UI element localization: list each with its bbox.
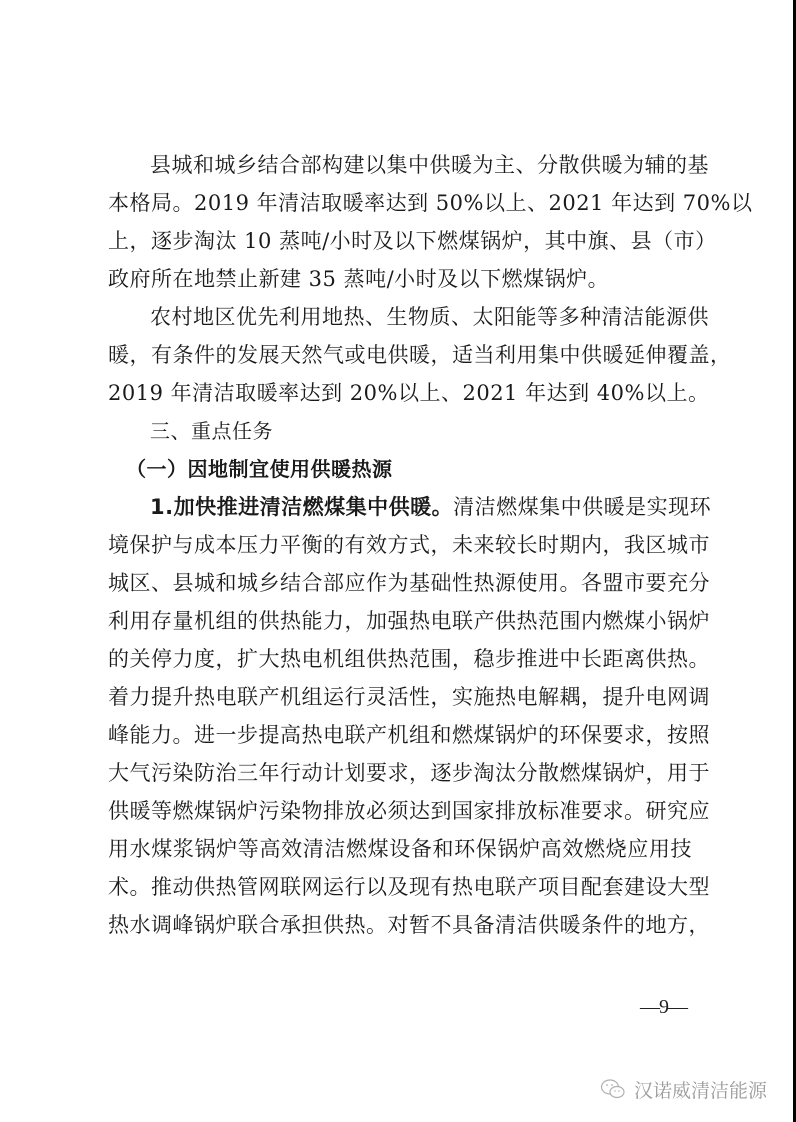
text-line: 政府所在地禁止新建 35 蒸吨/小时及以下燃煤锅炉。 — [108, 267, 610, 291]
text-line: 暖，有条件的发展天然气或电供暖，适当利用集中供暖延伸覆盖， — [108, 343, 732, 367]
text-line: 用水煤浆锅炉等高效清洁燃煤设备和环保锅炉高效燃烧应用技 — [108, 837, 692, 861]
watermark — [600, 1074, 767, 1104]
text-line: 供暖等燃煤锅炉污染物排放必须达到国家排放标准要求。研究应 — [108, 799, 710, 823]
text-line: 本格局。2019 年清洁取暖率达到 50%以上、2021 年达到 70%以 — [108, 191, 753, 215]
text-line: 农村地区优先利用地热、生物质、太阳能等多种清洁能源供 — [150, 305, 709, 329]
text-line: 着力提升热电联产机组运行灵活性，实施热电解耦，提升电网调 — [108, 685, 710, 709]
document-page — [108, 146, 753, 944]
watermark-text: 汉诺威清洁能源 — [634, 1079, 768, 1102]
text-line: 县城和城乡结合部构建以集中供暖为主、分散供暖为辅的基 — [150, 153, 709, 177]
wechat-icon — [600, 1078, 626, 1100]
paragraph-clean-coal-heating — [108, 488, 712, 944]
text-line: 的关停力度，扩大热电机组供热范围，稳步推进中长距离供热。 — [108, 647, 710, 671]
paragraph-county-heating — [108, 146, 753, 298]
text-line: 城区、县城和城乡结合部应作为基础性热源使用。各盟市要充分 — [108, 571, 710, 595]
text-span: 清洁燃煤集中供暖是实现环 — [453, 495, 712, 519]
text-line: 2019 年清洁取暖率达到 20%以上、2021 年达到 40%以上。 — [108, 381, 710, 405]
section-heading: 三、重点任务 — [150, 419, 273, 443]
text-line — [108, 488, 712, 526]
text-line: 大气污染防治三年行动计划要求，逐步淘汰分散燃煤锅炉，用于 — [108, 761, 710, 785]
text-line: 利用存量机组的供热能力，加强热电联产供热范围内燃煤小锅炉 — [108, 609, 710, 633]
text-line: 峰能力。进一步提高热电联产机组和燃煤锅炉的环保要求，按照 — [108, 723, 710, 747]
text-line: 境保护与成本压力平衡的有效方式，未来较长时期内，我区城市 — [108, 533, 710, 557]
paragraph-rural-heating — [108, 298, 732, 412]
text-line: 术。推动供热管网联网运行以及现有热电联产项目配套建设大型 — [108, 875, 710, 899]
text-line: 上，逐步淘汰 10 蒸吨/小时及以下燃煤锅炉，其中旗、县（市） — [108, 229, 717, 253]
subsection-heading: （一）因地制宜使用供暖热源 — [126, 457, 393, 481]
text-line: 热水调峰锅炉联合承担供热。对暂不具备清洁供暖条件的地方， — [108, 913, 710, 937]
page-number: —9— — [640, 996, 687, 1018]
bold-lead-in: 1.加快推进清洁燃煤集中供暖。 — [150, 495, 454, 519]
